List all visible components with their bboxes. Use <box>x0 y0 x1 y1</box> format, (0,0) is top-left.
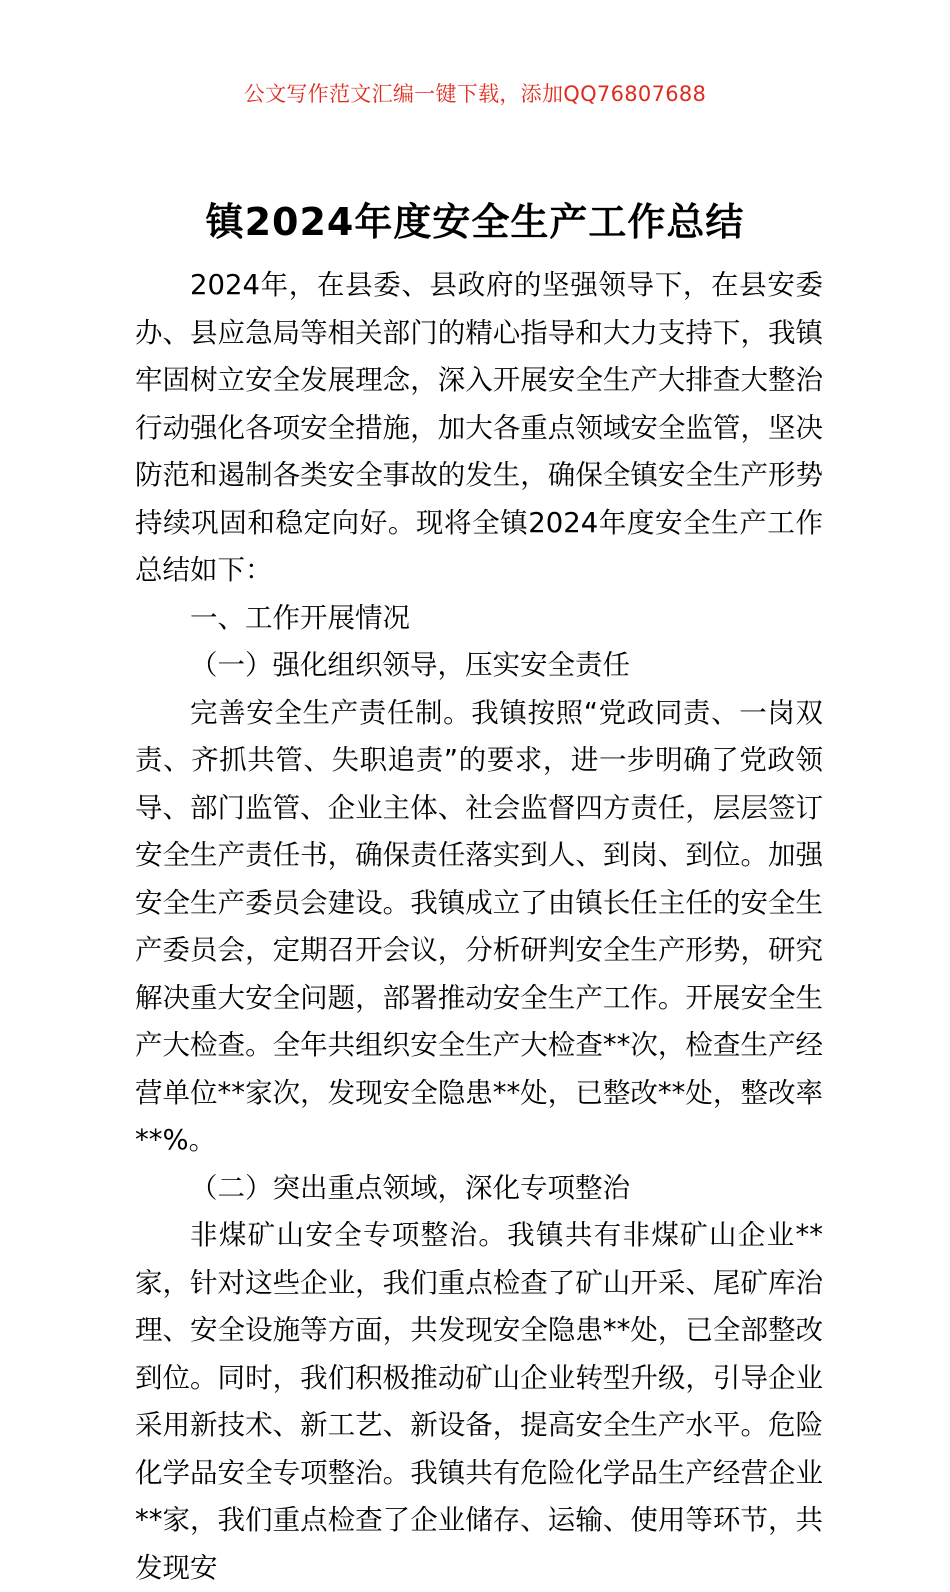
heading-subsection-one-one: （一）强化组织领导，压实安全责任 <box>190 649 630 681</box>
paragraph-organization-leadership: 完善安全生产责任制。我镇按照“党政同责、一岗双责、齐抓共管、失职追责”的要求，进一步明确了党政领导、部门监管、企业主体、社会监督四方责任，层层签订安全生产责任书，确保责任落实到人、到岗、到位。加强安全生产委员会建设。我镇成立了由镇长任主任的安全生产委员会，定期召开会议，分析研判安全生产形势，研究解决重大安全问题，部署推动安全生产工作。开展安全生产大检查。全年共组织安全生产大检查**次，检查生产经营单位**家次，发现安全隐患**处，已整改**处，整改率**%。 <box>135 696 823 1156</box>
heading-subsection-one-two: （二）突出重点领域，深化专项整治 <box>190 1171 630 1204</box>
paragraph-key-areas-rectification: 非煤矿山安全专项整治。我镇共有非煤矿山企业**家，针对这些企业，我们重点检查了矿山开采、尾矿库治理、安全设施等方面，共发现安全隐患**处，已全部整改到位。同时，我们积极推动矿山企业转型升级，引导企业采用新技术、新工艺、新设备，提高安全生产水平。危险化学品安全专项整治。我镇共有危险化学品生产经营企业**家，我们重点检查了企业储存、运输、使用等环节，共发现安 <box>135 1219 823 1584</box>
heading-section-one: 一、工作开展情况 <box>190 601 410 634</box>
document-body <box>135 262 823 1592</box>
promo-watermark-banner: 公文写作范文汇编一键下载，添加QQ76807688 <box>243 82 707 106</box>
page-title: 镇2024年度安全生产工作总结 <box>205 200 745 245</box>
intro-paragraph: 2024年，在县委、县政府的坚强领导下，在县安委办、县应急局等相关部门的精心指导和大力支持下，我镇牢固树立安全发展理念，深入开展安全生产大排查大整治行动强化各项安全措施，加大各重点领域安全监管，坚决防范和遏制各类安全事故的发生，确保全镇安全生产形势持续巩固和稳定向好。现将全镇2024年度安全生产工作总结如下： <box>135 269 823 586</box>
